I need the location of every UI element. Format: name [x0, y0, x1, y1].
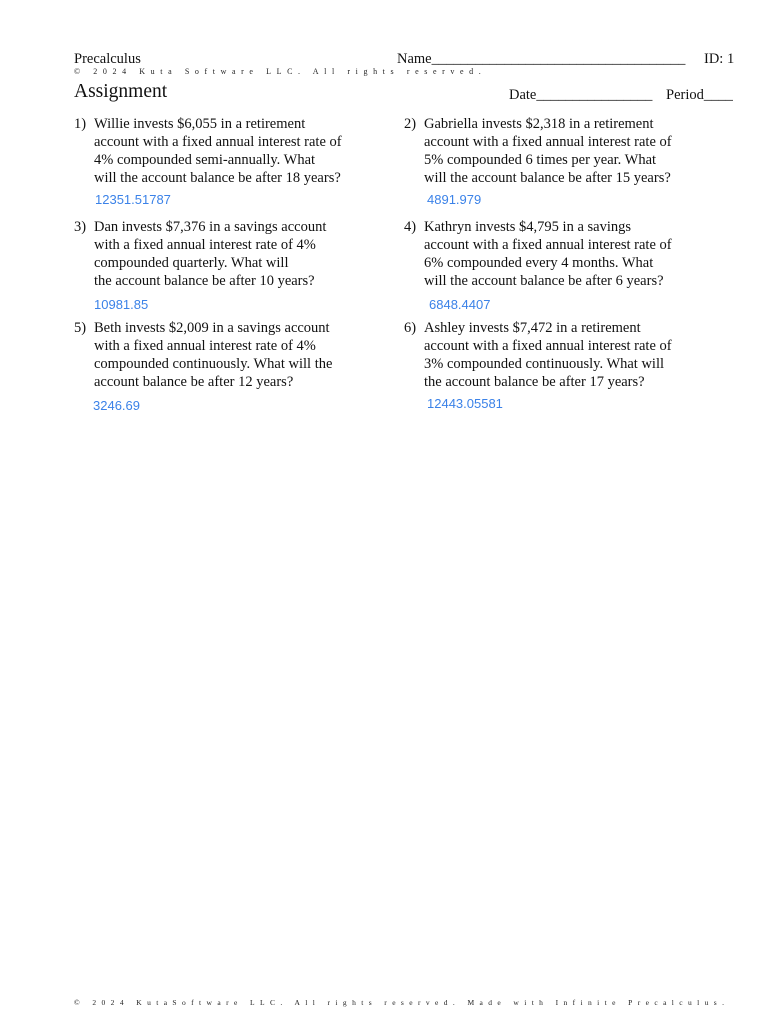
footer-copyright: © 2024 KutaSoftware LLC. All rights reserved. Made with Infinite Precalculus.	[74, 998, 730, 1007]
problem-text: Dan invests $7,376 in a savings account with a fixed annual interest rate of 4% compounded quarterly. What will the account balance be after 10 years?	[94, 219, 327, 289]
answer-value: 4891.979	[427, 192, 482, 207]
answer-value: 3246.69	[93, 398, 140, 413]
problem-number: 3)	[74, 219, 87, 235]
id-label: ID: 1	[704, 51, 735, 67]
problem-text: Beth invests $2,009 in a savings account with a fixed annual interest rate of 4% compounded continuously. What will the account balance be after 12 years?	[94, 320, 333, 390]
problem-number: 1)	[74, 116, 87, 132]
problem-text: Ashley invests $7,472 in a retirement account with a fixed annual interest rate of 3% compounded continuously. What will the account balance be after 17 years?	[424, 320, 672, 390]
problem-text: Kathryn invests $4,795 in a savings account with a fixed annual interest rate of 6% compounded every 4 months. What will the account balance be after 6 years?	[424, 219, 672, 289]
course-name: Precalculus	[74, 51, 141, 67]
answer-value: 6848.4407	[429, 297, 491, 312]
answer-value: 12351.51787	[95, 192, 171, 207]
problem-number: 5)	[74, 320, 87, 336]
problem-text: Willie invests $6,055 in a retirement account with a fixed annual interest rate of 4% compounded semi-annually. What will the account balance be after 18 years?	[94, 116, 342, 186]
problem-text: Gabriella invests $2,318 in a retirement account with a fixed annual interest rate of 5% compounded 6 times per year. What will the account balance be after 15 years?	[424, 116, 672, 186]
answer-value: 10981.85	[94, 297, 149, 312]
date-field-label: Date________________	[509, 87, 653, 103]
page-title: Assignment	[74, 81, 168, 102]
problem-number: 6)	[404, 320, 417, 336]
name-field-label: Name___________________________________	[397, 51, 686, 67]
answer-value: 12443.05581	[427, 396, 503, 411]
copyright-notice: © 2024 Kuta Software LLC. All rights reserved.	[74, 67, 487, 76]
problem-number: 4)	[404, 219, 417, 235]
period-field-label: Period____	[666, 87, 733, 103]
problem-number: 2)	[404, 116, 417, 132]
